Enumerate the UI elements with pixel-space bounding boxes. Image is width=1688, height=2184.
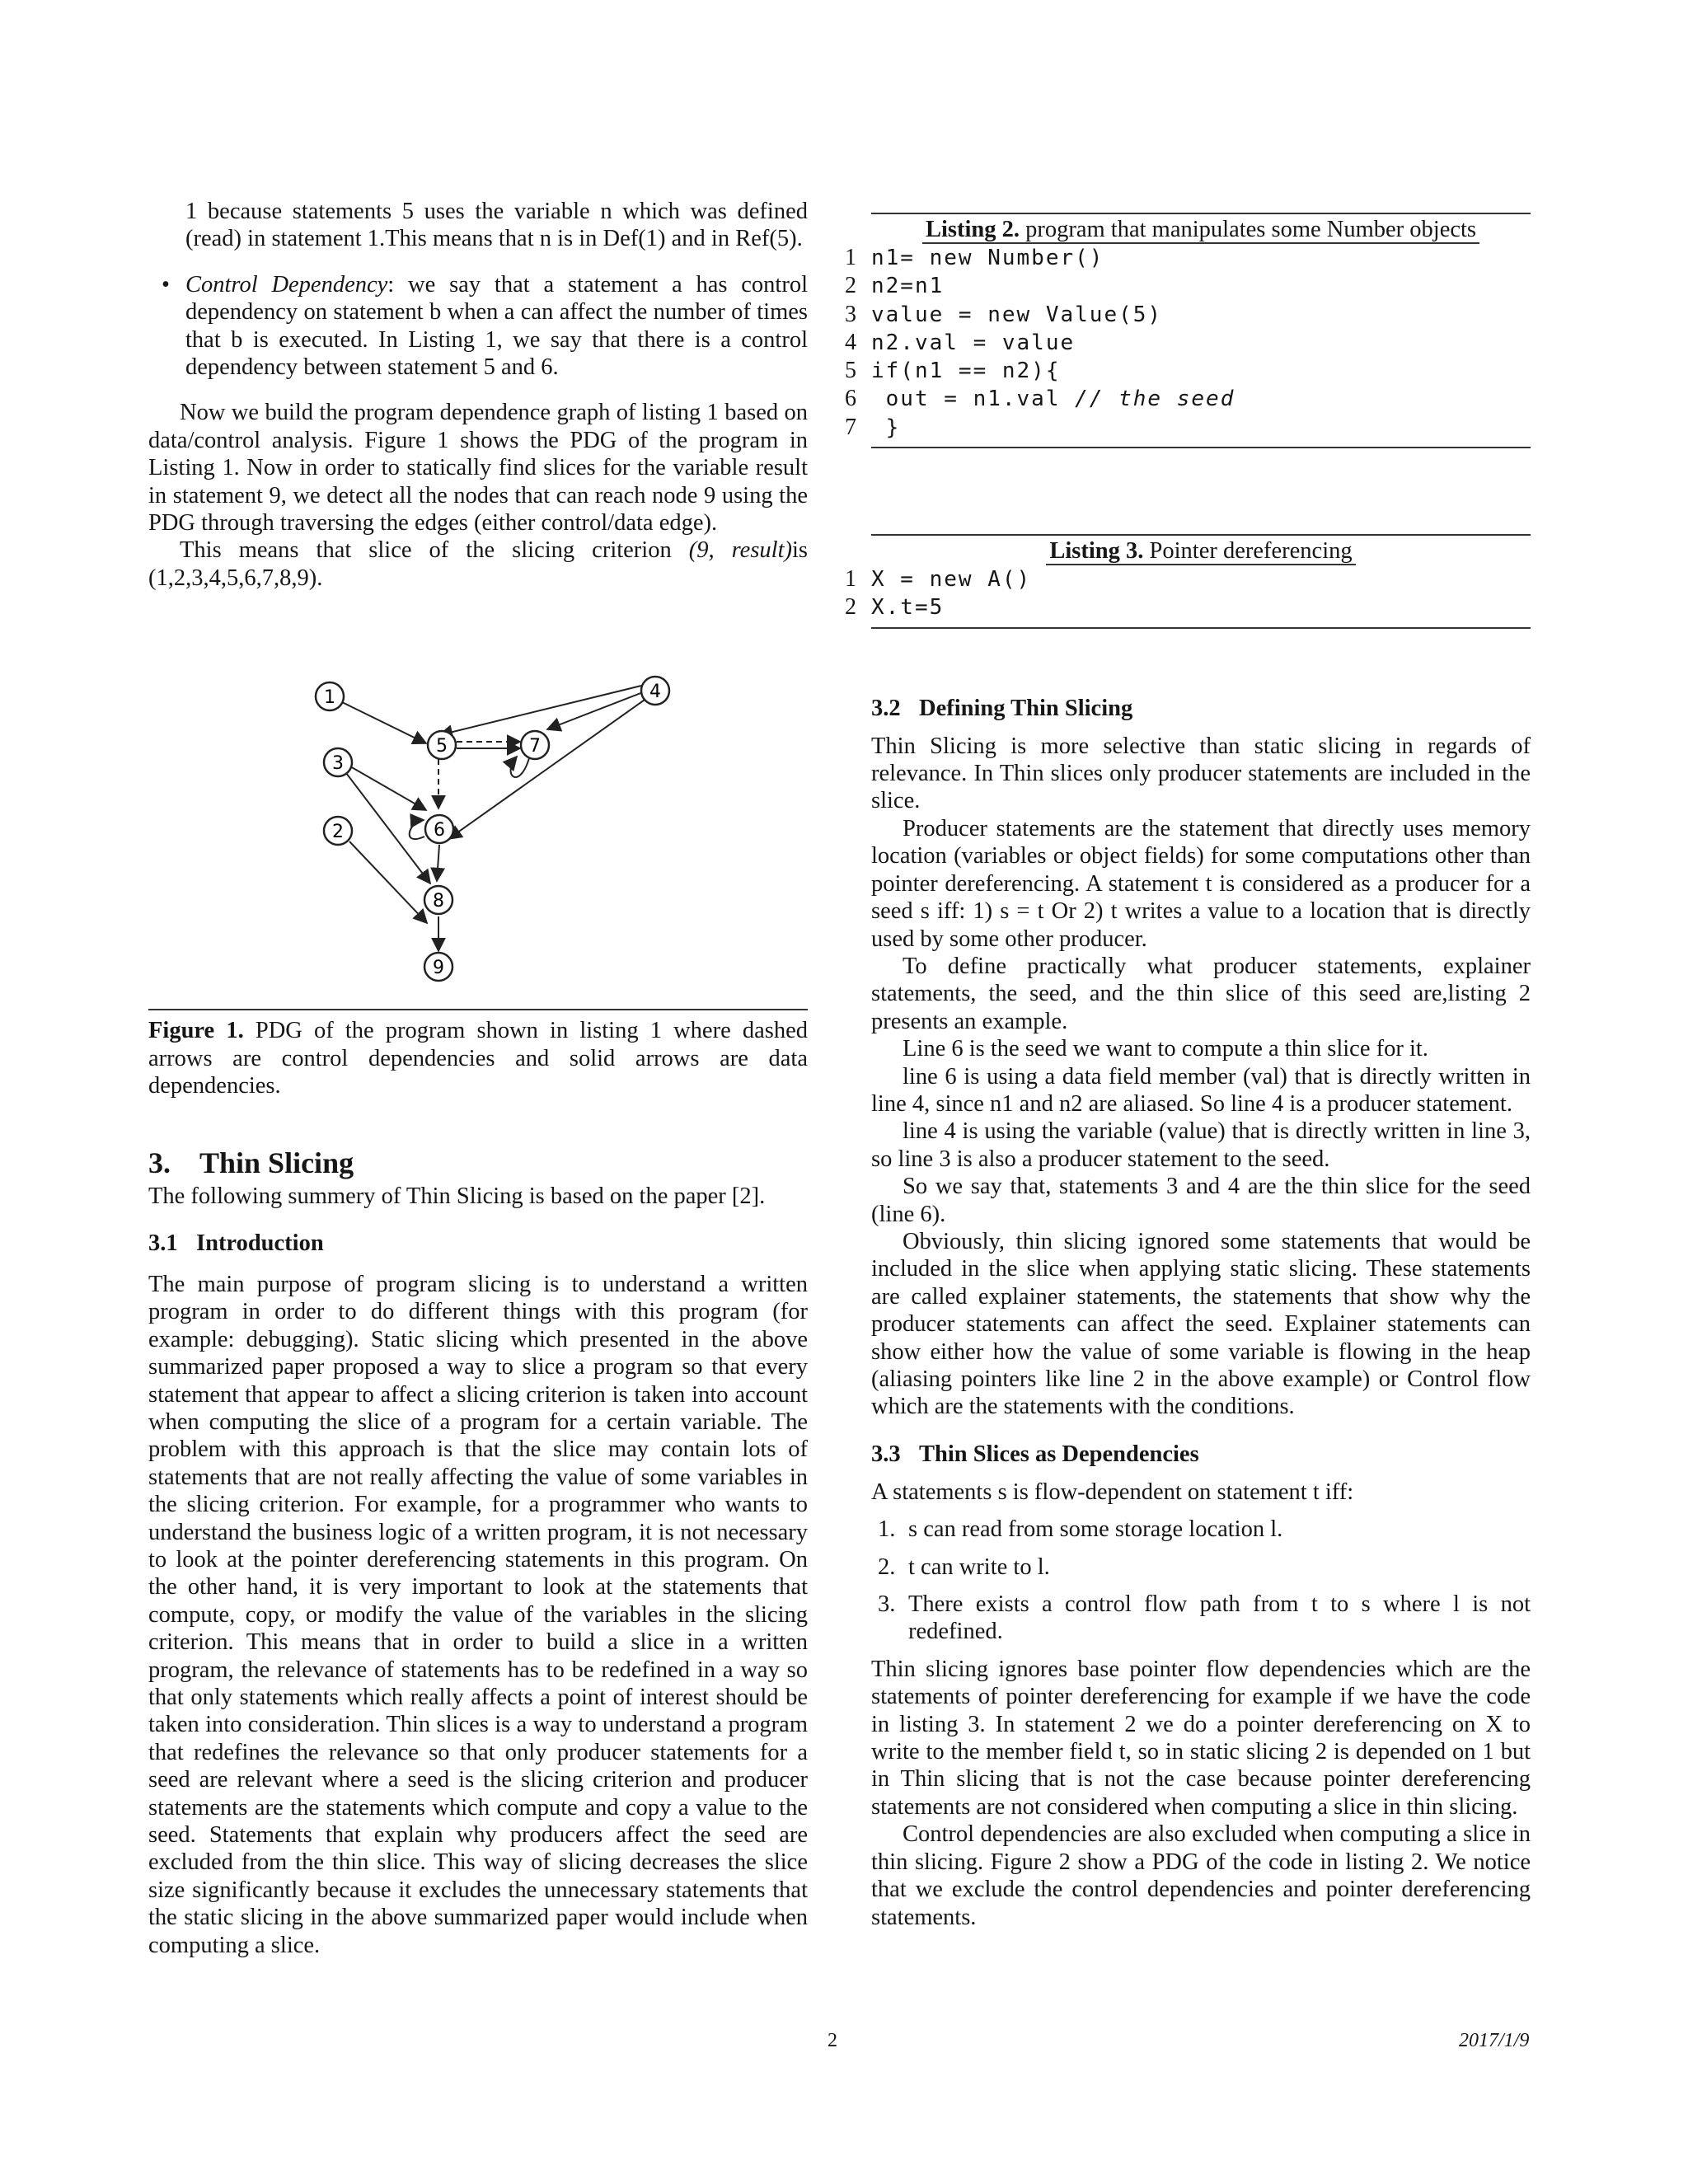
- s32-paragraph-4: Line 6 is the seed we want to compute a thin slice for it.: [903, 1036, 1428, 1062]
- line-number: 5: [845, 358, 856, 384]
- listing-2-code: [845, 244, 1531, 442]
- figure-1-label: Figure 1.: [148, 1018, 244, 1044]
- line-number: 4: [845, 329, 856, 355]
- code-comment: // the seed: [1075, 387, 1236, 412]
- node-7-label: 7: [529, 736, 541, 757]
- bullet-text: [185, 271, 808, 382]
- listing-3-code: [845, 565, 1531, 622]
- code-text: X.t=5: [871, 595, 945, 621]
- section-3-3-number: 3.3: [871, 1441, 901, 1467]
- edge-4-5: [439, 686, 641, 735]
- footer-date: 2017/1/9: [1459, 2030, 1530, 2051]
- edge-6-8: [437, 845, 439, 881]
- slice-paragraph-a: This means that slice of the slicing criterion: [180, 537, 689, 564]
- list-item: [871, 1591, 1531, 1646]
- slicing-criterion-math: (9, result): [688, 537, 792, 564]
- edge-3-6: [350, 766, 426, 810]
- flow-dependency-list: [871, 1516, 1531, 1646]
- line-number: 6: [845, 386, 856, 412]
- bullet-body: : we say that a statement a has control dependency on statement b when a can affect the number of times that b is executed. In Listing 1, we say that there is a control dependency between statement 5 and 6.: [185, 271, 809, 381]
- bullet-term: Control Dependency: [185, 271, 388, 298]
- slice-paragraph-b: is (1,2,3,4,5,6,7,8,9).: [148, 537, 809, 591]
- listing-3: [845, 534, 1531, 629]
- edge-3-8: [346, 773, 430, 883]
- listing-2: [845, 213, 1531, 448]
- section-3-3-heading: [871, 1441, 1531, 1469]
- code-line: [845, 415, 900, 440]
- section-3-1-text: The main purpose of program slicing is to understand a written program in order to do different things with this program (for example: debugging). Static slicing which presented in the above summarized paper proposed a way to slice a program so that every statement that appear to affect a slicing criterion is taken into account when computing the slice of a program for a certain variable. The problem with this approach is that the slice may contain lots of statements that are not really affecting the value of some variables in the slicing criterion. For example, for a programmer who wants to understand the business logic of a written program, it is not necessary to look at the pointer dereferencing statements in this program. On the other hand, it is very important to look at the statements that compute, copy, or modify the value of the variables in the slicing criterion. This means that in order to build a slice in a written program, the relevance of statements has to be redefined in a way so that only statements which really affects a point of interest should be taken into consideration. Thin slices is a way to understand a program that redefines the relevance so that only producer statements for a seed are relevant where a seed is the slicing criterion and producer statements are the statements which compute and copy a value to the seed. Statements that explain why producers affect the seed are excluded from the thin slice. This way of slicing decreases the slice size significantly because it excludes the unnecessary statements that the static slicing in the above summarized paper would include when computing a slice.: [148, 1271, 808, 1958]
- listing-2-caption: [871, 214, 1531, 244]
- s33-intro: A statements s is flow-dependent on statement t iff:: [871, 1479, 1354, 1505]
- pdg-paragraph: Now we build the program dependence graph of listing 1 based on data/control analysis. Figure 1 shows the PDG of the program in Listing 1. Now in order to statically find slices for the variable result in statement 9, we detect all the nodes that can reach node 9 using the PDG through traversing the edges (either control/data edge).: [148, 400, 808, 537]
- edge-4-6: [448, 698, 647, 839]
- code-text: out = n1.val: [871, 387, 1076, 412]
- code-text: if(n1 == n2){: [871, 359, 1061, 384]
- code-line: [845, 387, 1235, 411]
- list-text: s can read from some storage location l.: [908, 1516, 1283, 1543]
- right-column: [845, 213, 1531, 1931]
- node-1-label: 1: [324, 687, 335, 709]
- code-line: [845, 246, 1104, 270]
- code-text: X = new A(): [871, 567, 1032, 593]
- s32-paragraph-1: Thin Slicing is more selective than static slicing in regards of relevance. In Thin slices only producer statements are included in the slice.: [871, 733, 1531, 814]
- node-6-label: 6: [434, 820, 445, 841]
- code-text: n2.val = value: [871, 330, 1076, 355]
- list-number: 1.: [878, 1516, 896, 1543]
- list-item: [871, 1516, 1531, 1543]
- section-3-1-number: 3.1: [148, 1230, 178, 1256]
- figure-1-caption-text: PDG of the program shown in listing 1 where dashed arrows are control dependencies and solid arrows are data dependencies.: [148, 1018, 808, 1099]
- code-text: n2=n1: [871, 274, 945, 299]
- s32-paragraph-6: line 4 is using the variable (value) that is directly written in line 3, so line 3 is also a producer statement to the seed.: [871, 1118, 1531, 1172]
- code-text: value = new Value(5): [871, 302, 1163, 327]
- line-number: 1: [845, 245, 856, 270]
- node-5-label: 5: [436, 736, 448, 757]
- line-number: 3: [845, 301, 856, 327]
- section-3-3-title: Thin Slices as Dependencies: [919, 1441, 1199, 1467]
- node-8-label: 8: [433, 891, 444, 912]
- listing-3-label: Listing 3.: [1049, 538, 1144, 565]
- line-number: 1: [845, 566, 856, 593]
- left-column: [148, 198, 808, 1959]
- listing-2-title: program that manipulates some Number objects: [1025, 217, 1477, 242]
- code-line: [845, 359, 1061, 383]
- s32-paragraph-2: Producer statements are the statement that directly uses memory location (variables or object fields) for some computations other than pointer dereferencing. A statement t is considered as a producer for a seed s iff: 1) s = t Or 2) t writes a value to a location that is directly used by some other producer.: [871, 815, 1531, 952]
- section-3-heading: [148, 1145, 808, 1181]
- code-text: }: [871, 415, 901, 440]
- figure-1-pdg: [148, 635, 808, 997]
- listing-3-caption: [871, 536, 1531, 565]
- s32-paragraph-7: So we say that, statements 3 and 4 are the thin slice for the seed (line 6).: [871, 1174, 1531, 1227]
- code-line: [845, 330, 1075, 355]
- section-3-intro: The following summery of Thin Slicing is based on the paper [2].: [148, 1183, 766, 1209]
- section-3-title: Thin Slicing: [199, 1146, 354, 1179]
- edge-1-5: [342, 702, 426, 743]
- code-line: [845, 567, 1031, 592]
- code-line: [845, 595, 944, 620]
- code-text: n1= new Number(): [871, 246, 1104, 270]
- section-3-2-number: 3.2: [871, 695, 901, 721]
- s33-paragraph-2: Control dependencies are also excluded when computing a slice in thin slicing. Figure 2 show a PDG of the code in listing 2. We notice that we exclude the control dependencies and pointer dereferencing statements.: [871, 1821, 1531, 1930]
- self-loop-6: [410, 820, 424, 839]
- section-3-number: 3.: [148, 1146, 171, 1179]
- s32-paragraph-8: Obviously, thin slicing ignored some statements that would be included in the slice when applying static slicing. These statements are called explainer statements, the statements that show why the producer statements can affect the seed. Explainer statements can show either how the value of some variable is flowing in the heap (aliasing pointers like line 2 in the above example) or Control flow which are the statements with the conditions.: [871, 1228, 1531, 1420]
- listing-2-label: Listing 2.: [925, 217, 1020, 242]
- line-number: 2: [845, 273, 856, 299]
- section-3-2-title: Defining Thin Slicing: [919, 695, 1133, 721]
- node-9-label: 9: [433, 958, 444, 979]
- list-item: [871, 1554, 1531, 1581]
- section-3-2-heading: [871, 695, 1531, 723]
- bullet-dot-icon: •: [162, 271, 170, 298]
- list-text: t can write to l.: [908, 1554, 1050, 1580]
- continued-paragraph: 1 because statements 5 uses the variable n which was defined (read) in statement 1.This means that n is in Def(1) and in Ref(5).: [185, 199, 808, 252]
- bullet-control-dependency: [148, 271, 808, 382]
- s32-paragraph-5: line 6 is using a data field member (val) that is directly written in line 4, since n1 and n2 are aliased. So line 4 is a producer statement.: [871, 1063, 1531, 1117]
- line-number: 2: [845, 594, 856, 621]
- code-line: [845, 274, 944, 298]
- figure-1-caption: [148, 1009, 808, 1099]
- node-4-label: 4: [649, 682, 661, 703]
- code-line: [845, 302, 1162, 327]
- s32-paragraph-3: To define practically what producer statements, explainer statements, the seed, and the thin slice of this seed are,listing 2 presents an example.: [871, 953, 1531, 1034]
- self-loop-7: [511, 757, 529, 777]
- page-number: 2: [828, 2030, 837, 2051]
- section-3-1-heading: [148, 1230, 808, 1258]
- line-number: 7: [845, 414, 856, 440]
- s33-paragraph-1: Thin slicing ignores base pointer flow dependencies which are the statements of pointer dereferencing for example if we have the code in listing 3. In statement 2 we do a pointer dereferencing on X to write to the member field t, so in static slicing 2 is depended on 1 but in Thin slicing that is not the case because pointer dereferencing statements are not considered when computing a slice in thin slicing.: [871, 1656, 1531, 1820]
- list-number: 3.: [878, 1591, 896, 1618]
- node-2-label: 2: [332, 822, 344, 843]
- slice-paragraph: [148, 537, 808, 592]
- listing-3-title: Pointer dereferencing: [1149, 538, 1353, 565]
- list-number: 2.: [878, 1554, 896, 1580]
- edge-2-9: [349, 841, 427, 923]
- node-3-label: 3: [332, 753, 344, 775]
- section-3-1-title: Introduction: [196, 1230, 324, 1256]
- list-text: There exists a control flow path from t to s where l is not redefined.: [908, 1591, 1531, 1645]
